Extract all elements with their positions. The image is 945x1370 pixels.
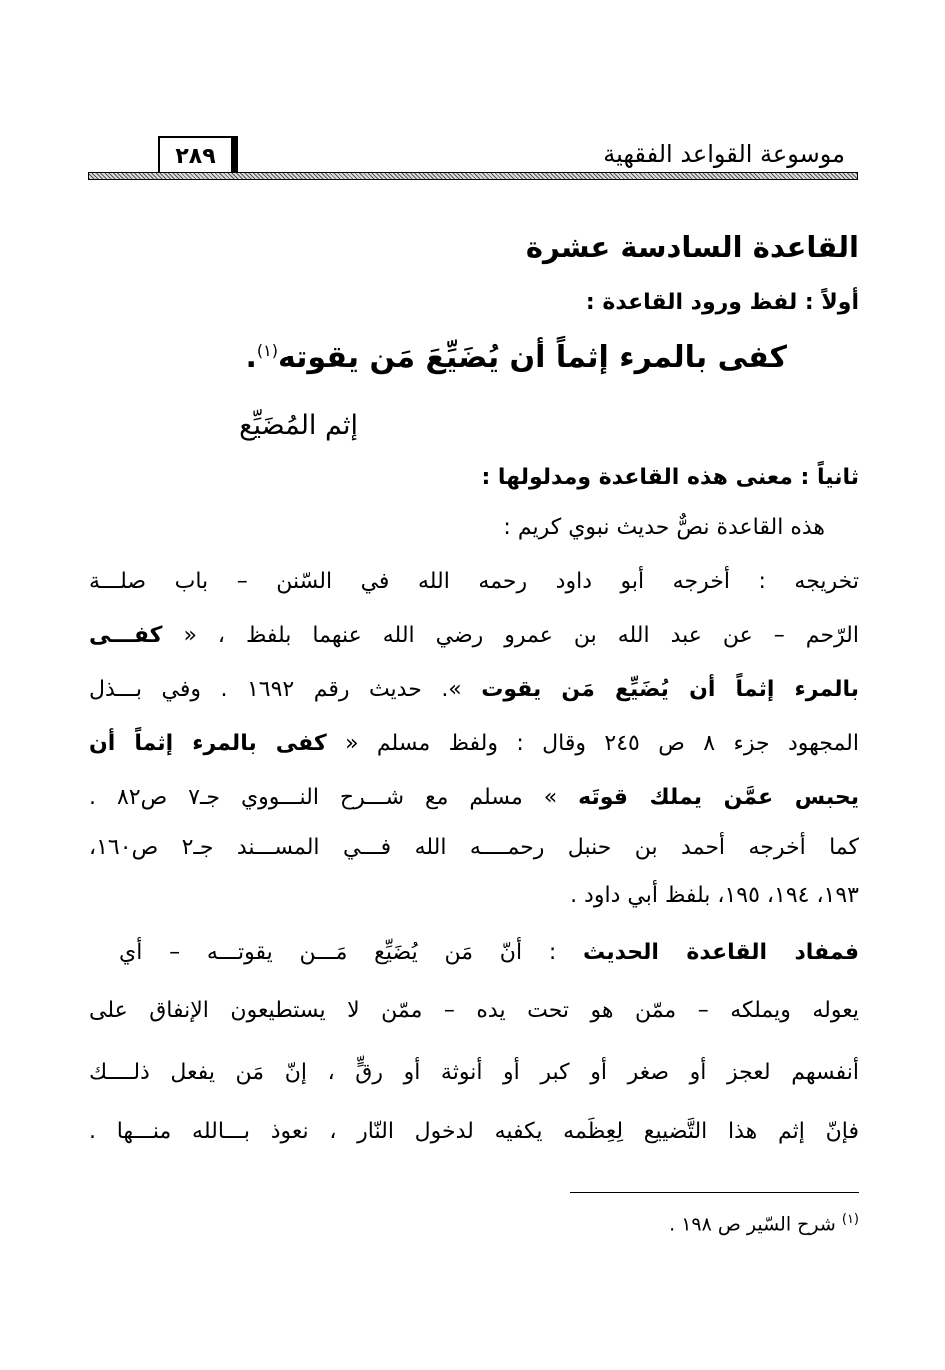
hadith-text [245, 340, 787, 375]
body-line [503, 515, 825, 540]
hadith-end-mark: . [245, 340, 257, 375]
body-text: ». حديث رقم ١٦٩٢ . وفي بـــذل [89, 677, 482, 702]
body-line [89, 569, 859, 594]
header-rule [88, 172, 858, 180]
body-text: يعوله ويملكه – ممّن هو تحت يده – ممّن لا يستطيعون الإنفاق على [89, 998, 859, 1023]
body-text: كما أخرجه أحمد بن حنبل رحمــــه الله فـــي المســـند جـ٢ ص١٦٠، [89, 835, 859, 860]
body-text-bold: كفى بالمرء إثماً أن [89, 731, 327, 756]
footnote-ref: (١) [256, 341, 278, 360]
section-heading-first: أولاً : لفظ ورود القاعدة : [585, 290, 859, 315]
hadith-body: كفى بالمرء إثماً أن يُضَيِّعَ مَن يقوته [277, 340, 787, 375]
body-line [89, 731, 859, 756]
body-text: » مسلم مع شـــرح النـــووي جـ٧ ص٨٢ . [89, 785, 579, 810]
footnote-mark: (١) [841, 1212, 859, 1227]
body-text: الرّحم – عن عبد الله بن عمرو رضي الله عنهما بلفظ ، « [162, 623, 859, 648]
footnote-rule [570, 1192, 859, 1193]
book-title: موسوعة القواعد الفقهية [603, 140, 845, 168]
body-line [89, 785, 859, 810]
body-line [89, 677, 859, 702]
body-text-bold: كفـــى [89, 623, 163, 648]
body-text-bold: فمفاد القاعدة الحديث [583, 940, 859, 965]
body-text: هذه القاعدة نصٌّ حديث نبوي كريم : [503, 515, 825, 540]
body-line [89, 998, 859, 1023]
body-line [89, 835, 859, 860]
body-text-bold: بالمرء إثماً أن يُضَيِّع مَن يقوت [481, 677, 859, 702]
body-text: : أنّ مَن يُضَيِّع مَـــن يقوتـــه – أي [119, 940, 584, 965]
body-line [89, 1119, 859, 1144]
rule-title: القاعدة السادسة عشرة [525, 230, 859, 264]
body-text: ١٩٣، ١٩٤، ١٩٥، بلفظ أبي داود . [570, 883, 859, 908]
body-line [570, 883, 859, 908]
footnote [669, 1212, 859, 1235]
body-text: تخريجه : أخرجه أبو داود رحمه الله في السّنن – باب صلـــة [89, 569, 859, 594]
body-line [119, 940, 859, 965]
body-text: فإنّ إثم هذا التَّضييع لِعِظَمه يكفيه لدخول النّار ، نعوذ بـــالله منـــها . [89, 1119, 859, 1144]
footnote-text: شرح السّير ص ١٩٨ . [669, 1213, 836, 1236]
body-line [89, 1060, 859, 1085]
page-number-box [158, 136, 238, 174]
body-text: أنفسهم لعجز أو صغر أو كبر أو أنوثة أو رقٍّ ، إنّ مَن يفعل ذلــــك [89, 1060, 859, 1085]
page-number: ٢٨٩ [175, 143, 216, 169]
body-line [89, 623, 859, 648]
body-text: المجهود جزء ٨ ص ٢٤٥ وقال : ولفظ مسلم « [326, 731, 860, 756]
section-heading-second: ثانياً : معنى هذه القاعدة ومدلولها : [481, 465, 859, 490]
body-text-bold: يحبس عمَّن يملك قوتَه [578, 785, 859, 810]
rule-subtitle: إثم المُضَيِّع [239, 410, 358, 441]
